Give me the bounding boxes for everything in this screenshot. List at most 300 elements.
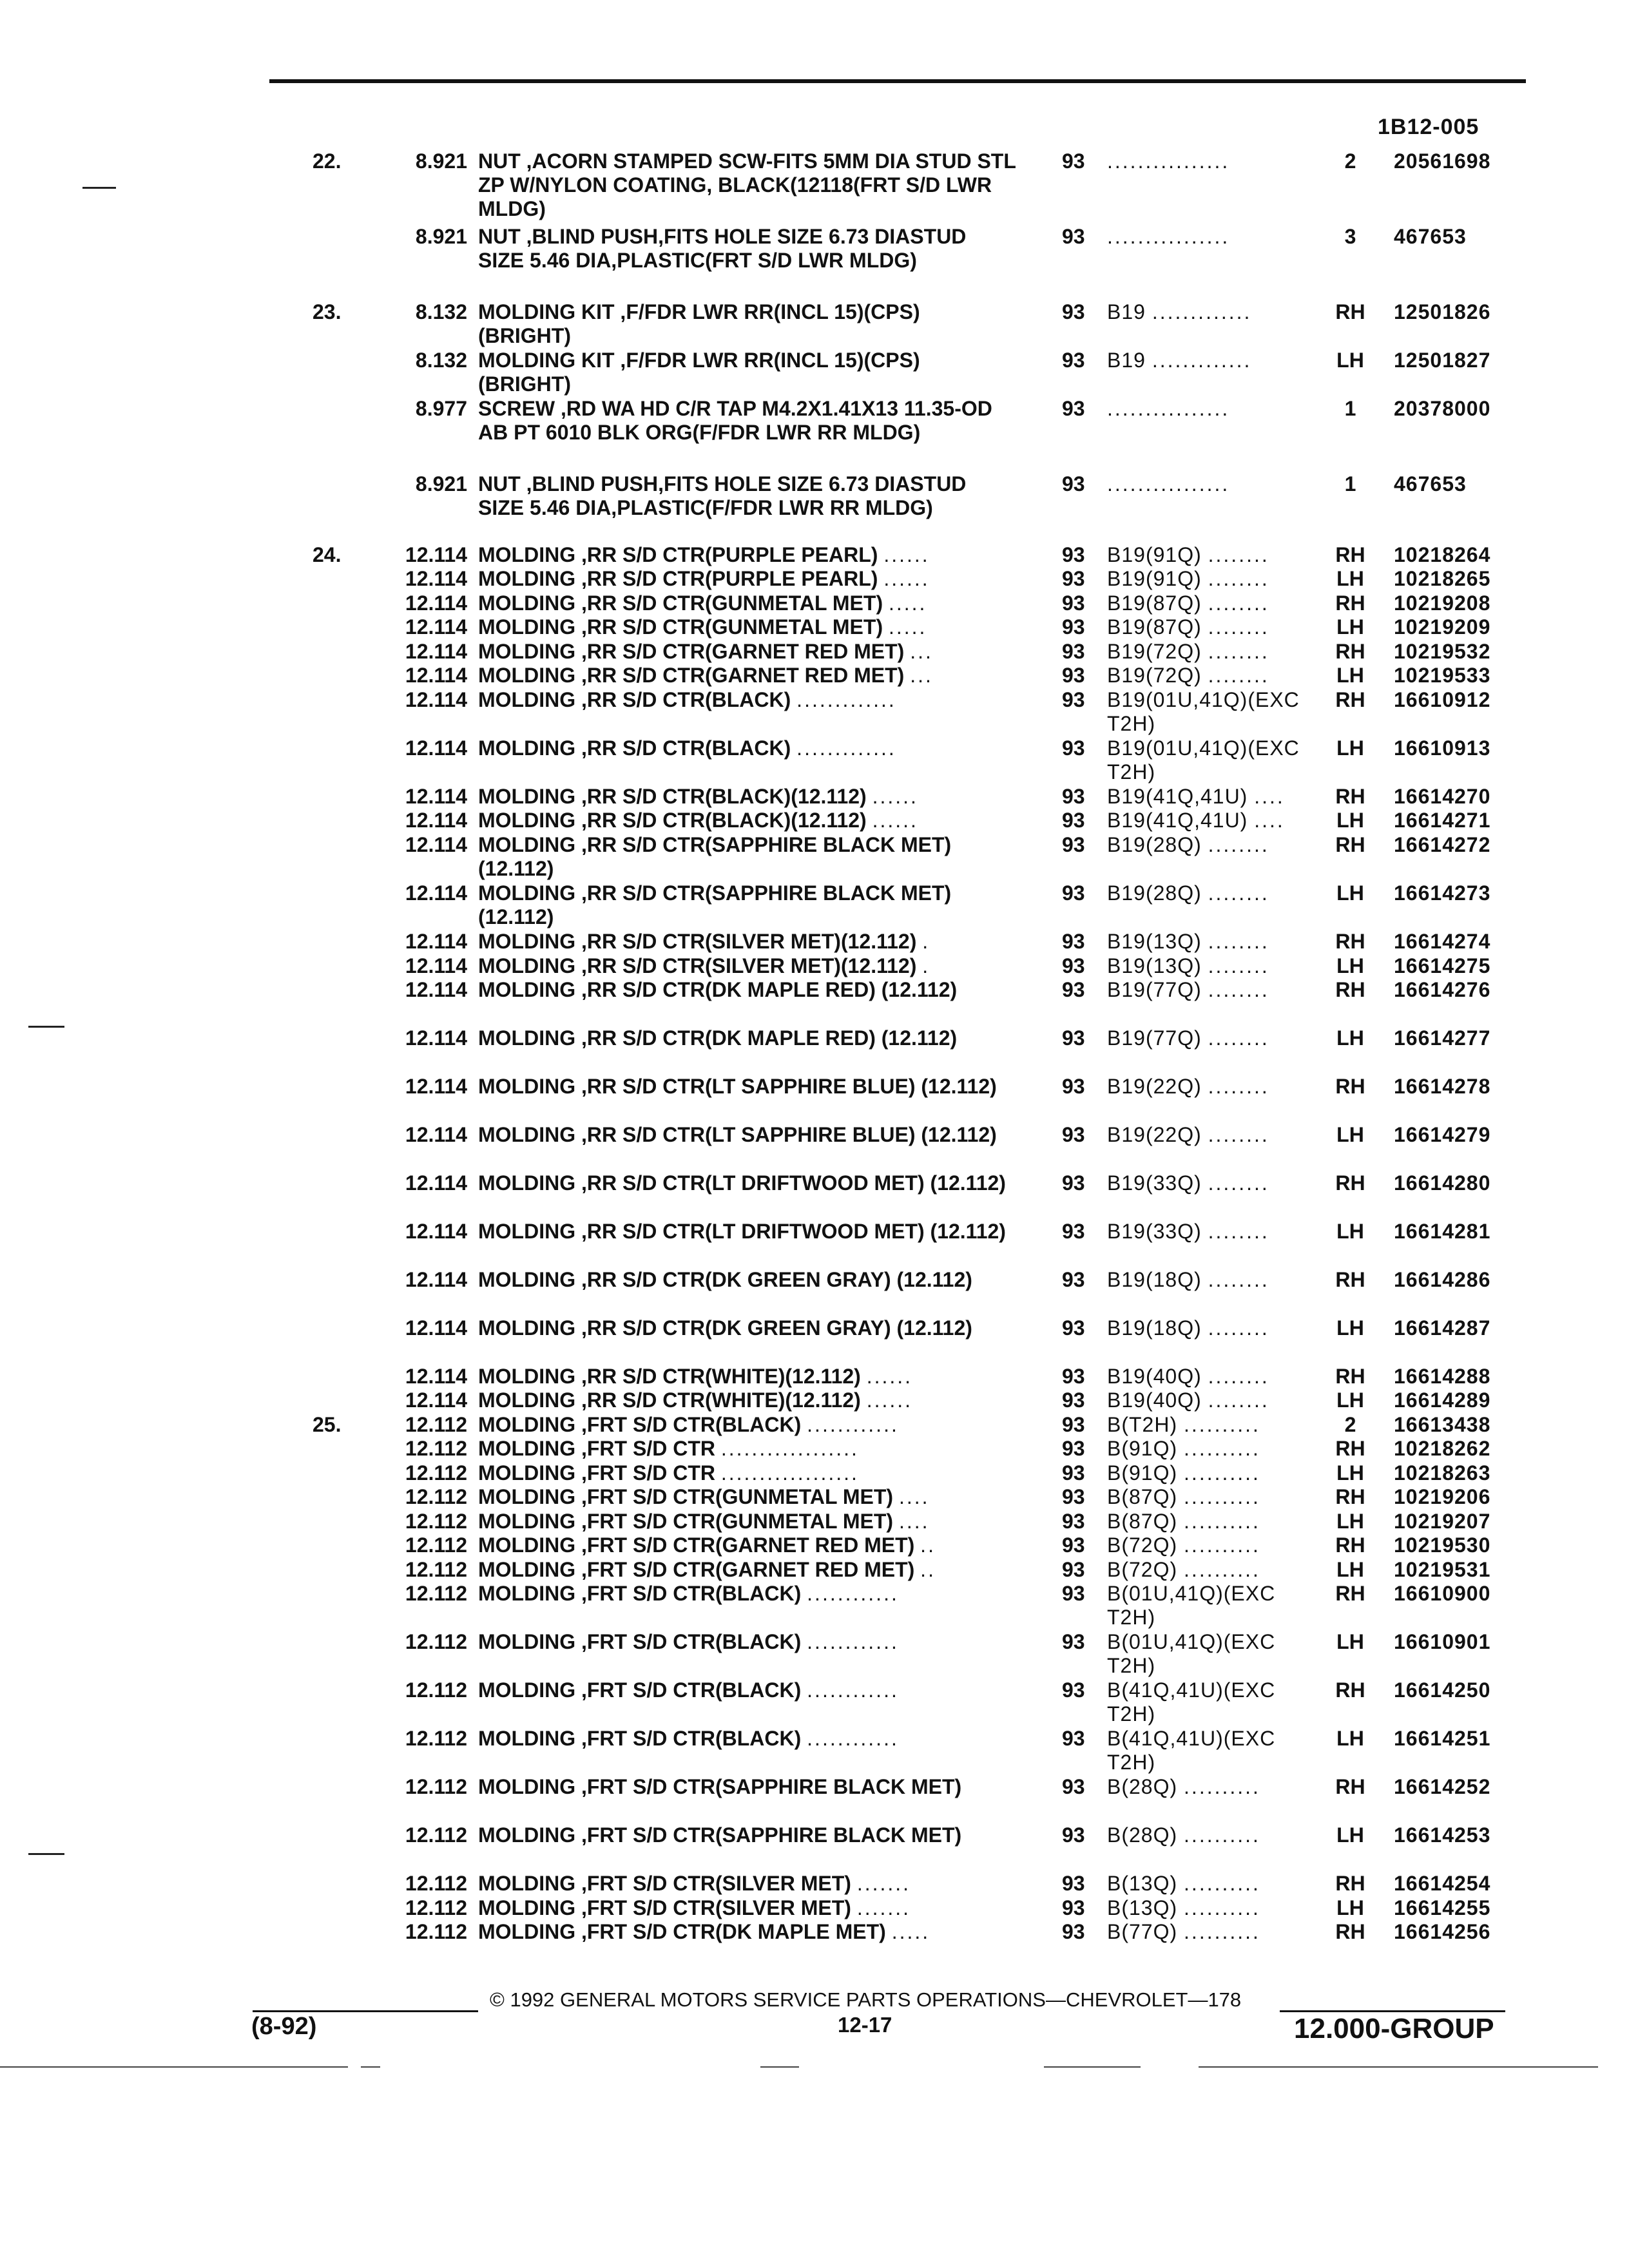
quantity-or-side: RH [1335,1268,1365,1291]
leader-dots: .......... [1184,1823,1260,1847]
parts-row [0,1389,1629,1412]
part-description [478,1026,1016,1050]
model-year: 93 [1062,1727,1085,1750]
model-year: 93 [1062,1775,1085,1798]
group-number: 8.132 [415,300,467,323]
group-number: 8.977 [415,397,467,420]
leader-dots: .... [898,1485,930,1508]
model-year: 93 [1062,1872,1085,1895]
description-text: MOLDING ,RR S/D CTR(GUNMETAL MET) [478,615,883,639]
leader-dots: ........ [1208,1220,1269,1243]
quantity-or-side: RH [1335,1920,1365,1943]
part-description [478,149,1016,221]
quantity-or-side: RH [1335,785,1365,808]
quantity-or-side: LH [1336,954,1364,977]
leader-dots: ........ [1208,1316,1269,1340]
quantity-or-side: LH [1336,1510,1364,1533]
model-year: 93 [1062,1316,1085,1340]
model-year: 93 [1062,1413,1085,1436]
leader-dots: .......... [1184,1533,1260,1557]
part-number: 16614273 [1394,881,1491,905]
leader-dots: ............ [807,1678,899,1702]
leader-dots: .......... [1184,1775,1260,1798]
model-code [1107,1123,1307,1147]
quantity-or-side: RH [1335,1437,1365,1460]
model-year: 93 [1062,1510,1085,1533]
copyright-line: © 1992 GENERAL MOTORS SERVICE PARTS OPERATIONS—CHEVROLET—178 [490,1988,1242,2011]
parts-row [0,1727,1629,1774]
model-code [1107,833,1307,857]
group-number: 12.112 [405,1413,467,1436]
part-description [478,1123,1016,1147]
model-code-text: B(01U,41Q)(EXC T2H) [1107,1582,1276,1629]
part-description [478,833,1016,881]
model-code-text: B19(91Q) [1107,567,1202,590]
model-code [1107,954,1307,978]
parts-row [0,349,1629,396]
part-number: 10218264 [1394,543,1491,566]
model-code-text: B19(22Q) [1107,1075,1202,1098]
model-code-text: B(41Q,41U)(EXC T2H) [1107,1678,1276,1725]
part-description [478,688,1016,712]
description-text: MOLDING ,RR S/D CTR(SILVER MET)(12.112) [478,930,917,953]
group-number: 12.114 [405,809,467,832]
part-number: 10219533 [1394,664,1491,687]
leader-dots: ........ [1208,954,1269,977]
part-description [478,1413,1016,1437]
model-code-text: B19(87Q) [1107,615,1202,639]
parts-row [0,615,1629,639]
quantity-or-side: RH [1335,1775,1365,1798]
description-text: MOLDING ,RR S/D CTR(DK MAPLE RED) (12.112) [478,1026,958,1050]
model-code-text: B19(72Q) [1107,664,1202,687]
part-description [478,591,1016,615]
model-code [1107,809,1307,832]
quantity-or-side: RH [1335,833,1365,856]
description-text: MOLDING ,FRT S/D CTR(SAPPHIRE BLACK MET) [478,1775,962,1798]
part-number: 16614277 [1394,1026,1491,1050]
parts-row [0,225,1629,272]
model-code-text: B19(72Q) [1107,640,1202,663]
part-number: 16610901 [1394,1630,1491,1653]
quantity-or-side: LH [1336,881,1364,905]
group-number: 12.112 [405,1582,467,1605]
model-year: 93 [1062,567,1085,590]
group-number: 12.112 [405,1678,467,1702]
leader-dots: ...... [872,809,918,832]
group-number: 12.114 [405,833,467,856]
parts-row [0,930,1629,953]
model-year: 93 [1062,930,1085,953]
model-year: 93 [1062,149,1085,173]
model-code [1107,1268,1307,1292]
part-number: 16614287 [1394,1316,1491,1340]
part-description [478,1485,1016,1509]
group-number: 12.114 [405,543,467,566]
parts-row [0,688,1629,735]
item-number: 24. [313,543,342,566]
description-text: NUT ,BLIND PUSH,FITS HOLE SIZE 6.73 DIASTUD SIZE 5.46 DIA,PLASTIC(F/FDR LWR RR MLDG) [478,472,967,519]
parts-row [0,1171,1629,1195]
model-code [1107,1775,1307,1799]
leader-dots: ........ [1208,640,1269,663]
part-number: 12501826 [1394,300,1491,323]
model-code [1107,1316,1307,1340]
part-description [478,543,1016,567]
model-year: 93 [1062,1365,1085,1388]
leader-dots: .......... [1184,1437,1260,1460]
model-year: 93 [1062,1896,1085,1919]
part-description [478,785,1016,809]
group-number: 12.114 [405,1123,467,1146]
model-code-text: B19(13Q) [1107,954,1202,977]
part-description [478,1316,1016,1340]
model-year: 93 [1062,1533,1085,1557]
part-description [478,1268,1016,1292]
leader-dots: ............ [807,1582,899,1605]
group-number: 12.112 [405,1775,467,1798]
model-code-text: B19(28Q) [1107,833,1202,856]
part-description [478,930,1016,954]
part-description [478,1389,1016,1412]
quantity-or-side: 3 [1344,225,1356,248]
parts-row [0,543,1629,566]
group-number: 8.132 [415,349,467,372]
model-code [1107,1823,1307,1847]
quantity-or-side: 2 [1344,1413,1356,1436]
group-number: 12.114 [405,930,467,953]
quantity-or-side: RH [1335,1533,1365,1557]
group-number: 12.112 [405,1510,467,1533]
group-number: 12.114 [405,954,467,977]
leader-dots: ........ [1208,930,1269,953]
part-number: 10219207 [1394,1510,1491,1533]
quantity-or-side: LH [1336,1389,1364,1412]
model-code-text: B19(87Q) [1107,591,1202,615]
parts-row [0,1510,1629,1533]
model-code-text: B(87Q) [1107,1485,1178,1508]
part-description [478,397,1016,445]
part-description [478,1461,1016,1485]
description-text: MOLDING ,FRT S/D CTR(BLACK) [478,1582,802,1605]
description-text: MOLDING ,RR S/D CTR(GUNMETAL MET) [478,591,883,615]
leader-dots: ............ [807,1727,899,1750]
group-number: 12.114 [405,785,467,808]
description-text: MOLDING ,FRT S/D CTR(GUNMETAL MET) [478,1510,894,1533]
group-number: 12.114 [405,1075,467,1098]
quantity-or-side: LH [1336,1316,1364,1340]
group-number: 8.921 [415,149,467,173]
quantity-or-side: RH [1335,640,1365,663]
parts-row [0,1123,1629,1146]
model-code [1107,615,1307,639]
description-text: MOLDING ,FRT S/D CTR(GARNET RED MET) [478,1558,915,1581]
model-code-text: B19(22Q) [1107,1123,1202,1146]
model-code [1107,1026,1307,1050]
part-number: 16614289 [1394,1389,1491,1412]
parts-row [0,591,1629,615]
model-year: 93 [1062,300,1085,323]
leader-dots: ........ [1208,543,1269,566]
description-text: MOLDING ,FRT S/D CTR(GARNET RED MET) [478,1533,915,1557]
quantity-or-side: LH [1336,1461,1364,1485]
leader-dots: .................. [720,1461,859,1485]
model-code [1107,225,1307,249]
part-number: 10219531 [1394,1558,1491,1581]
leader-dots: ............. [796,688,896,711]
part-description [478,349,1016,396]
group-number: 12.112 [405,1727,467,1750]
description-text: MOLDING ,RR S/D CTR(LT DRIFTWOOD MET) (12.112) [478,1220,1006,1243]
parts-row [0,1558,1629,1581]
part-description [478,1510,1016,1533]
model-code [1107,1220,1307,1244]
description-text: MOLDING ,RR S/D CTR(LT DRIFTWOOD MET) (12.112) [478,1171,1006,1195]
model-code-text: B19(91Q) [1107,543,1202,566]
model-year: 93 [1062,1630,1085,1653]
model-code-text: B(87Q) [1107,1510,1178,1533]
leader-dots: ........ [1208,591,1269,615]
quantity-or-side: RH [1335,978,1365,1001]
parts-row [0,1533,1629,1557]
model-year: 93 [1062,1268,1085,1291]
model-year: 93 [1062,1171,1085,1195]
leader-dots: .......... [1184,1896,1260,1919]
page-number: 12-17 [838,2013,892,2037]
part-description [478,1582,1016,1606]
model-code-text: B19(41Q,41U) [1107,785,1248,808]
parts-row [0,785,1629,808]
description-text: MOLDING ,FRT S/D CTR(SAPPHIRE BLACK MET) [478,1823,962,1847]
footer-rule-right [1280,2010,1505,2012]
model-code [1107,397,1307,421]
model-year: 93 [1062,809,1085,832]
description-text: MOLDING ,RR S/D CTR(BLACK)(12.112) [478,785,867,808]
part-description [478,954,1016,978]
model-year: 93 [1062,881,1085,905]
model-code-text: B(77Q) [1107,1920,1178,1943]
part-number: 20378000 [1394,397,1491,420]
model-year: 93 [1062,1123,1085,1146]
quantity-or-side: RH [1335,688,1365,711]
leader-dots: ........ [1208,1268,1269,1291]
part-number: 10219206 [1394,1485,1491,1508]
leader-dots: ...... [872,785,918,808]
model-code-text: B(41Q,41U)(EXC T2H) [1107,1727,1276,1774]
part-number: 16614286 [1394,1268,1491,1291]
model-code-text: B19(01U,41Q)(EXC T2H) [1107,736,1300,783]
description-text: MOLDING ,FRT S/D CTR(SILVER MET) [478,1896,851,1919]
model-year: 93 [1062,1389,1085,1412]
group-number: 12.112 [405,1437,467,1460]
part-description [478,809,1016,832]
model-code-text: B(72Q) [1107,1533,1178,1557]
quantity-or-side: LH [1336,1630,1364,1653]
quantity-or-side: RH [1335,1872,1365,1895]
model-code-text: B(91Q) [1107,1461,1178,1485]
group-number: 12.114 [405,1268,467,1291]
leader-dots: ........ [1208,978,1269,1001]
group-number: 12.114 [405,591,467,615]
leader-dots: ..... [888,615,927,639]
leader-dots: ........ [1208,567,1269,590]
leader-dots: .. [920,1533,936,1557]
part-description [478,1872,1016,1896]
part-number: 10219532 [1394,640,1491,663]
model-code [1107,1727,1307,1774]
model-code-text: B19(41Q,41U) [1107,809,1248,832]
model-year: 93 [1062,543,1085,566]
model-year: 93 [1062,688,1085,711]
description-text: MOLDING ,FRT S/D CTR [478,1437,715,1460]
leader-dots: .................. [720,1437,859,1460]
model-code [1107,881,1307,905]
item-number: 25. [313,1413,342,1436]
parts-row [0,472,1629,519]
description-text: MOLDING ,RR S/D CTR(SAPPHIRE BLACK MET) (12.112) [478,881,952,928]
description-text: MOLDING ,RR S/D CTR(PURPLE PEARL) [478,567,878,590]
quantity-or-side: LH [1336,349,1364,372]
quantity-or-side: RH [1335,1365,1365,1388]
description-text: MOLDING ,FRT S/D CTR(BLACK) [478,1678,802,1702]
part-description [478,1678,1016,1702]
parts-row [0,1075,1629,1098]
quantity-or-side: RH [1335,1075,1365,1098]
model-code [1107,1558,1307,1582]
description-text: MOLDING ,RR S/D CTR(WHITE)(12.112) [478,1389,861,1412]
part-number: 16614276 [1394,978,1491,1001]
parts-row [0,978,1629,1001]
model-year: 93 [1062,1558,1085,1581]
part-description [478,640,1016,664]
leader-dots: .......... [1184,1485,1260,1508]
group-number: 12.114 [405,615,467,639]
parts-row [0,1896,1629,1919]
leader-dots: . [922,954,930,977]
part-number: 16614256 [1394,1920,1491,1943]
parts-row [0,300,1629,347]
parts-row [0,881,1629,928]
model-code [1107,567,1307,591]
quantity-or-side: 1 [1344,397,1356,420]
parts-row [0,1775,1629,1798]
group-number: 12.114 [405,640,467,663]
model-code [1107,1171,1307,1195]
part-description [478,1896,1016,1920]
part-number: 16614254 [1394,1872,1491,1895]
part-number: 10218263 [1394,1461,1491,1485]
item-number: 23. [313,300,342,323]
part-number: 16614255 [1394,1896,1491,1919]
leader-dots: ... [910,640,933,663]
parts-row [0,1026,1629,1050]
leader-dots: ............ [807,1630,899,1653]
leader-dots: .......... [1184,1510,1260,1533]
leader-dots: ........ [1208,1171,1269,1195]
part-description [478,881,1016,929]
parts-row [0,149,1629,220]
description-text: MOLDING ,RR S/D CTR(SAPPHIRE BLACK MET) (12.112) [478,833,952,880]
quantity-or-side: RH [1335,1485,1365,1508]
part-description [478,1220,1016,1244]
leader-dots: ........ [1208,1365,1269,1388]
description-text: MOLDING ,FRT S/D CTR(SILVER MET) [478,1872,851,1895]
description-text: MOLDING ,RR S/D CTR(PURPLE PEARL) [478,543,878,566]
parts-row [0,1920,1629,1943]
leader-dots: ................ [1107,397,1230,420]
description-text: MOLDING KIT ,F/FDR LWR RR(INCL 15)(CPS) (BRIGHT) [478,300,920,347]
model-code [1107,591,1307,615]
model-code [1107,1533,1307,1557]
group-number: 8.921 [415,472,467,495]
bottom-rule [1044,2066,1141,2068]
parts-row [0,1316,1629,1340]
model-year: 93 [1062,472,1085,495]
quantity-or-side: LH [1336,1727,1364,1750]
part-number: 10218262 [1394,1437,1491,1460]
leader-dots: .......... [1184,1558,1260,1581]
model-code [1107,149,1307,173]
group-number: 12.112 [405,1558,467,1581]
revision-date: (8-92) [251,2013,317,2040]
leader-dots: ....... [856,1896,911,1919]
part-number: 16614280 [1394,1171,1491,1195]
group-number: 12.112 [405,1461,467,1485]
part-number: 16614251 [1394,1727,1491,1750]
description-text: MOLDING ,RR S/D CTR(LT SAPPHIRE BLUE) (12.112) [478,1123,997,1146]
model-code-text: B19(13Q) [1107,930,1202,953]
parts-row [0,809,1629,832]
model-code [1107,1413,1307,1437]
model-code [1107,688,1307,736]
bottom-rule [760,2066,799,2068]
leader-dots: ............. [1152,349,1252,372]
leader-dots: ....... [856,1872,911,1895]
model-code-text: B19(77Q) [1107,1026,1202,1050]
quantity-or-side: RH [1335,930,1365,953]
group-number: 12.112 [405,1533,467,1557]
group-number: 12.114 [405,688,467,711]
model-code-text: B19(18Q) [1107,1316,1202,1340]
model-year: 93 [1062,736,1085,760]
model-code [1107,1485,1307,1509]
leader-dots: .......... [1184,1413,1260,1436]
model-code-text: B(28Q) [1107,1775,1178,1798]
model-code-text: B19(40Q) [1107,1389,1202,1412]
part-description [478,1437,1016,1461]
model-code [1107,472,1307,496]
model-year: 93 [1062,615,1085,639]
part-description [478,1533,1016,1557]
group-label: 12.000-GROUP [1294,2013,1494,2044]
model-year: 93 [1062,978,1085,1001]
description-text: MOLDING ,FRT S/D CTR(BLACK) [478,1630,802,1653]
description-text: MOLDING ,RR S/D CTR(DK MAPLE RED) (12.112) [478,978,958,1001]
quantity-or-side: RH [1335,591,1365,615]
quantity-or-side: LH [1336,1558,1364,1581]
leader-dots: . [922,930,930,953]
leader-dots: .... [1254,809,1285,832]
part-description [478,978,1016,1002]
part-number: 16614250 [1394,1678,1491,1702]
description-text: MOLDING ,RR S/D CTR(BLACK) [478,736,791,760]
leader-dots: ..... [888,591,927,615]
description-text: MOLDING ,FRT S/D CTR(BLACK) [478,1413,802,1436]
quantity-or-side: RH [1335,1582,1365,1605]
part-description [478,615,1016,639]
model-code-text: B(91Q) [1107,1437,1178,1460]
parts-row [0,640,1629,663]
